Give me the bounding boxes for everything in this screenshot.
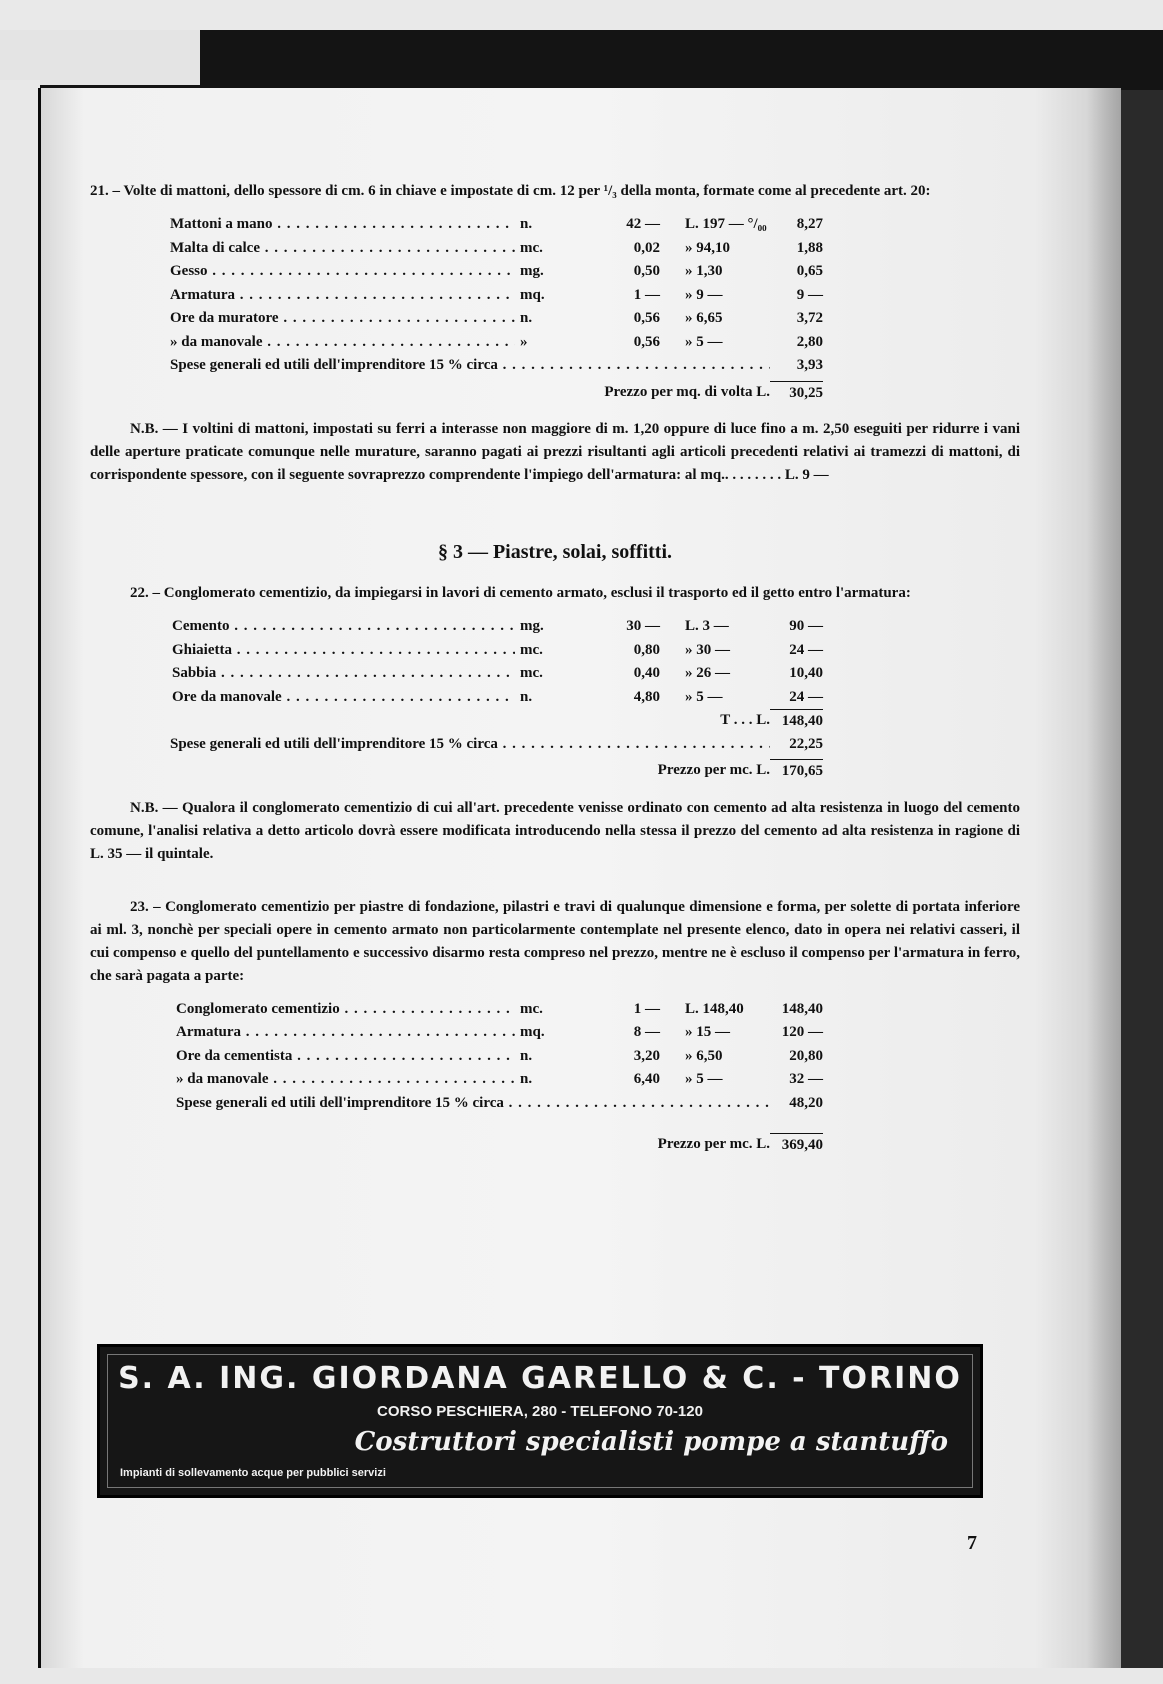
banner-frame — [107, 1354, 973, 1488]
art22-table — [90, 615, 1020, 709]
item-unit: mg. — [520, 263, 544, 279]
item-unit-price: » 1,30 — [685, 263, 723, 279]
item-quantity: 0,02 — [633, 239, 660, 256]
item-unit-price: L. 197 — °/₀₀ — [685, 216, 767, 232]
item-amount: 8,27 — [796, 216, 823, 232]
banner-company-name: S. A. ING. GIORDANA GARELLO & C. - TORINO — [118, 1361, 962, 1396]
item-quantity: 0,56 — [633, 333, 660, 350]
item-quantity: 42 — — [626, 216, 660, 232]
table-row — [90, 284, 1020, 308]
item-unit-price: » 30 — — [685, 641, 730, 658]
art22-intro: 22. – Conglomerato cementizio, da impiegarsi in lavori di cemento armato, esclusi il trasporto ed il getto entro l'armatura: — [130, 585, 911, 601]
table-row — [90, 331, 1020, 355]
art21-intro: 21. – Volte di mattoni, dello spessore di cm. 6 in chiave e impostate di cm. 12 per ¹/₃ della monta, formate come al precedente art. 20: — [90, 183, 931, 199]
item-amount: 90 — — [789, 618, 823, 634]
item-amount: 10,40 — [789, 665, 823, 681]
art21-overhead-row — [90, 354, 1020, 378]
section-title: § 3 — Piastre, solai, soffitti. — [437, 541, 673, 563]
item-description: Armatura . . . — [170, 284, 515, 307]
art23-total-row — [90, 1133, 1020, 1157]
item-description: Ore da cementista . . . — [176, 1045, 515, 1068]
art22-nb: N.B. — Qualora il conglomerato cementizio di cui all'art. precedente venisse ordinato con cemento ad alta resistenza in luogo del cemento comune, l'analisi relativa a detto articolo dovrà essere modificata introducendo nella stessa il prezzo del cemento ad alta resistenza in ragione di L. 35 — il quintale. — [90, 799, 1020, 862]
item-unit: mc. — [520, 641, 543, 658]
table-row — [90, 615, 1020, 639]
table-row — [90, 1045, 1020, 1069]
item-amount: 20,80 — [789, 1047, 823, 1064]
item-unit: » — [520, 333, 528, 350]
item-amount: 3,72 — [796, 310, 823, 326]
art21-overhead-amount: 3,93 — [796, 357, 823, 373]
art22-total-amount: 170,65 — [770, 759, 823, 783]
art22-subtotal-row — [90, 709, 1020, 733]
item-quantity: 6,40 — [633, 1071, 660, 1087]
table-row — [90, 1068, 1020, 1092]
item-unit-price: L. 148,40 — [685, 1000, 744, 1017]
table-row — [90, 998, 1020, 1022]
item-amount: 1,88 — [796, 239, 823, 256]
item-amount: 120 — — [781, 1024, 823, 1040]
table-row — [90, 662, 1020, 686]
art22-overhead-amount: 22,25 — [789, 735, 823, 752]
item-quantity: 0,80 — [633, 641, 660, 658]
item-quantity: 8 — — [633, 1024, 660, 1040]
table-row — [90, 307, 1020, 331]
item-unit: mq. — [520, 286, 545, 303]
item-unit: mg. — [520, 618, 544, 634]
item-quantity: 1 — — [633, 286, 660, 303]
art22-overhead-row — [90, 733, 1020, 757]
item-quantity: 0,50 — [633, 263, 660, 279]
banner-subline: Impianti di sollevamento acque per pubblici servizi — [120, 1467, 386, 1479]
item-description: Gesso . . . — [170, 260, 515, 283]
item-unit: n. — [520, 1047, 533, 1064]
table-row — [90, 260, 1020, 284]
art21-overhead-label: Spese generali ed utili dell'imprenditore 15 % circa . . . — [170, 354, 770, 377]
item-unit-price: » 5 — — [685, 688, 723, 705]
scan-bottom-border — [0, 1668, 1163, 1684]
item-unit-price: » 5 — — [685, 1071, 723, 1087]
item-unit-price: » 15 — — [685, 1024, 730, 1040]
item-unit: n. — [520, 1071, 533, 1087]
art23-intro: 23. – Conglomerato cementizio per piastre di fondazione, pilastri e travi di qualunque dimensione e forma, per solette di portata inferiore ai ml. 3, nonchè per speciali opere in cemento armato non particolarmente contemplate nel presente elenco, dato in opera nei relativi casseri, il cui compenso e quello del puntellamento e successivo disarmo resta compreso nel prezzo, mentre ne è escluso il compenso per l'armatura in ferro, che sarà pagata a parte: — [90, 898, 1020, 984]
item-unit: mq. — [520, 1024, 545, 1040]
item-amount: 32 — — [789, 1071, 823, 1087]
item-description: Ore da muratore . . . — [170, 307, 515, 330]
item-description: Mattoni a mano . . . — [170, 213, 515, 236]
art21-total-amount: 30,25 — [770, 381, 823, 405]
item-quantity: 3,20 — [633, 1047, 660, 1064]
art21-total-label: Prezzo per mq. di volta L. — [604, 383, 770, 400]
item-quantity: 4,80 — [633, 688, 660, 705]
item-unit-price: » 6,50 — [685, 1047, 723, 1064]
art23-total-amount: 369,40 — [770, 1133, 823, 1157]
item-amount: 24 — — [789, 641, 823, 658]
item-unit-price: » 5 — — [685, 333, 723, 350]
item-description: Conglomerato cementizio . . . — [176, 998, 515, 1021]
item-unit-price: L. 3 — — [685, 618, 729, 634]
item-unit-price: » 94,10 — [685, 239, 730, 256]
item-unit: mc. — [520, 665, 543, 681]
item-quantity: 0,40 — [633, 665, 660, 681]
item-description: » da manovale . . . — [176, 1068, 515, 1091]
art23-overhead-label: Spese generali ed utili dell'imprenditore 15 % circa . . . — [176, 1092, 770, 1115]
item-description: Malta di calce . . . — [170, 237, 515, 260]
item-description: Cemento . . . — [172, 615, 515, 638]
item-description: Ore da manovale . . . — [172, 686, 515, 709]
item-unit: n. — [520, 216, 533, 232]
page-content — [90, 180, 1020, 1157]
item-unit-price: » 9 — — [685, 286, 723, 303]
item-description: » da manovale . . . — [170, 331, 515, 354]
item-unit-price: » 26 — — [685, 665, 730, 681]
art22-overhead-label: Spese generali ed utili dell'imprenditore 15 % circa . . . — [170, 733, 770, 756]
item-unit: mc. — [520, 1000, 543, 1017]
art22-total-label: Prezzo per mc. L. — [657, 762, 770, 778]
item-description: Ghiaietta . . . — [172, 639, 515, 662]
art22-subtotal-amount: 148,40 — [770, 709, 823, 733]
banner-slogan: Costruttori specialisti pompe a stantuffo — [354, 1427, 948, 1457]
item-description: Sabbia . . . — [172, 662, 515, 685]
table-row — [90, 237, 1020, 261]
art22-total-row — [90, 759, 1020, 783]
art22-subtotal-label: T . . . L. — [720, 712, 770, 728]
item-quantity: 0,56 — [633, 310, 660, 326]
item-description: Armatura . . . — [176, 1021, 515, 1044]
scan-left-border — [0, 80, 40, 1684]
banner-address: CORSO PESCHIERA, 280 - TELEFONO 70-120 — [377, 1403, 703, 1420]
item-amount: 24 — — [789, 688, 823, 705]
page-number: 7 — [967, 1532, 977, 1554]
item-unit: n. — [520, 688, 533, 705]
art23-overhead-row — [90, 1092, 1020, 1116]
advertisement-banner — [97, 1344, 983, 1498]
art23-table — [90, 998, 1020, 1092]
art23-overhead-amount: 48,20 — [789, 1094, 823, 1111]
item-unit: mc. — [520, 239, 543, 256]
table-row — [90, 639, 1020, 663]
scan-top-notch — [0, 30, 200, 85]
item-quantity: 1 — — [633, 1000, 660, 1017]
table-row — [90, 686, 1020, 710]
art21-table — [90, 213, 1020, 354]
item-unit-price: » 6,65 — [685, 310, 723, 326]
art23-total-label: Prezzo per mc. L. — [657, 1136, 770, 1152]
table-row — [90, 213, 1020, 237]
item-amount: 9 — — [796, 286, 823, 303]
art21-total-row — [90, 381, 1020, 405]
table-row — [90, 1021, 1020, 1045]
item-amount: 2,80 — [796, 333, 823, 350]
item-quantity: 30 — — [626, 618, 660, 634]
art21-nb: N.B. — I voltini di mattoni, impostati su ferri a interasse non maggiore di m. 1,20 oppure di luce fino a m. 2,50 eseguiti per ridurre i vani delle aperture praticate comunque nelle murature, saranno pagati ai prezzi risultanti agli articoli precedenti relativi ai tramezzi di mattoni, di corrispondente spessore, con il seguente sovraprezzo comprendente l'impiego dell'armatura: al mq.. . . . . . . . L. 9 — — [90, 421, 1020, 483]
item-amount: 0,65 — [796, 263, 823, 279]
item-unit: n. — [520, 310, 533, 326]
item-amount: 148,40 — [781, 1000, 823, 1017]
